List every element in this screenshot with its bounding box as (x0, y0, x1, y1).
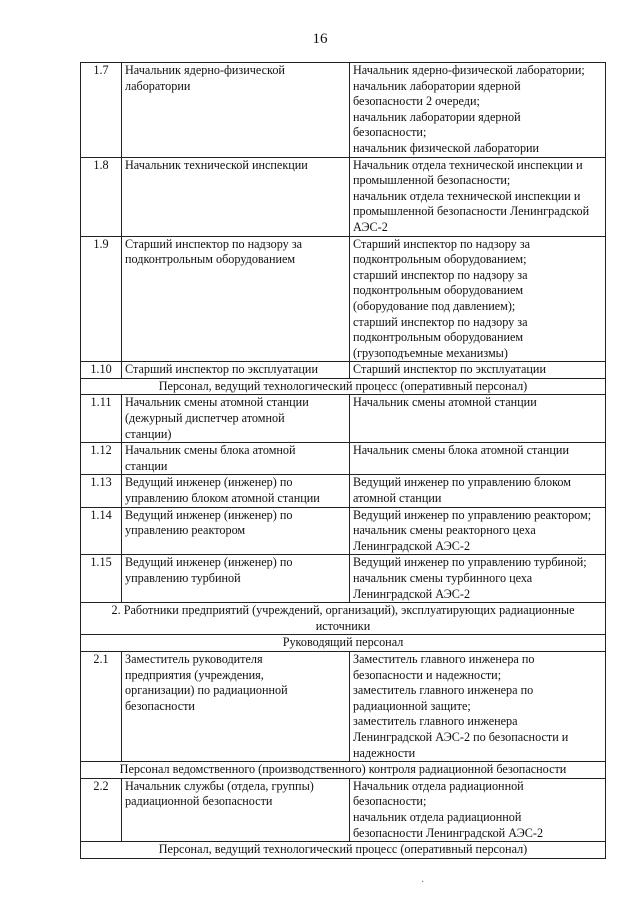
position-title (122, 236, 350, 362)
equivalent-line: безопасности и надежности; (353, 667, 502, 682)
section-title-line: Персонал ведомственного (производственного) контроля радиационной безопасности (119, 762, 567, 777)
equivalent-line: безопасности; (353, 125, 427, 140)
table-row (81, 443, 606, 475)
position-line: предприятия (учреждения, (125, 667, 264, 682)
position-title (122, 507, 350, 555)
position-line: Старший инспектор по надзору за (125, 236, 303, 251)
position-line: (дежурный диспетчер атомной (125, 411, 285, 426)
equivalent-line: старший инспектор по надзору за (353, 267, 528, 282)
position-line: Начальник технической инспекции (125, 157, 308, 172)
table-row (81, 395, 606, 443)
position-line: Старший инспектор по эксплуатации (125, 362, 318, 377)
row-number: 1.7 (81, 63, 122, 158)
equivalent-line: безопасности; (353, 794, 427, 809)
row-number: 1.12 (81, 443, 122, 475)
position-title (122, 778, 350, 841)
section-title (81, 762, 606, 779)
table-row (81, 236, 606, 362)
row-number: 1.15 (81, 555, 122, 603)
position-line: станции (125, 458, 168, 473)
position-line: организации) по радиационной (125, 683, 288, 698)
row-number: 1.9 (81, 236, 122, 362)
equivalent-line: подконтрольным оборудованием (353, 330, 524, 345)
row-number: 1.8 (81, 157, 122, 236)
page-number: 16 (312, 31, 328, 47)
section-title (81, 842, 606, 859)
section-title-line: Персонал, ведущий технологический процесс (оперативный персонал) (158, 842, 528, 857)
equivalent-line: Ведущий инженер по управлению блоком (353, 475, 571, 490)
table-row (81, 362, 606, 379)
position-line: радиационной безопасности (125, 794, 273, 809)
equivalent-line: Начальник отдела технической инспекции и (353, 157, 583, 172)
position-title (122, 555, 350, 603)
position-line: Начальник службы (отдела, группы) (125, 778, 314, 793)
equivalent-line: АЭС-2 (353, 219, 388, 234)
row-number: 1.11 (81, 395, 122, 443)
row-number: 2.2 (81, 778, 122, 841)
table-row (81, 778, 606, 841)
section-header-row (81, 603, 606, 635)
position-line: Заместитель руководителя (125, 651, 263, 666)
equivalent-line: Начальник ядерно-физической лаборатории; (353, 63, 585, 77)
equivalent-positions (350, 157, 606, 236)
equivalent-line: подконтрольным оборудованием (353, 283, 524, 298)
equivalent-line: начальник лаборатории ядерной (353, 109, 521, 124)
table-row (81, 507, 606, 555)
equivalent-line: заместитель главного инженера (353, 714, 518, 729)
equivalent-line: промышленной безопасности; (353, 173, 511, 188)
table-row (81, 555, 606, 603)
position-title (122, 651, 350, 761)
equivalent-line: надежности (353, 745, 416, 760)
equivalent-line: заместитель главного инженера по (353, 683, 534, 698)
equivalent-line: Ленинградской АЭС-2 (353, 538, 471, 553)
equivalent-line: Старший инспектор по эксплуатации (353, 362, 546, 377)
equivalent-line: Ведущий инженер по управлению турбиной; (353, 555, 587, 570)
position-line: Начальник смены блока атомной (125, 443, 296, 458)
position-title (122, 395, 350, 443)
equivalent-line: атомной станции (353, 491, 442, 506)
equivalent-line: начальник смены турбинного цеха (353, 571, 533, 585)
equivalent-positions (350, 475, 606, 507)
equivalent-line: Ленинградской АЭС-2 (353, 586, 471, 601)
row-number: 1.10 (81, 362, 122, 379)
equivalent-line: старший инспектор по надзору за (353, 314, 528, 329)
equivalent-line: начальник лаборатории ядерной (353, 78, 521, 93)
position-line: Начальник ядерно-физической (125, 63, 285, 77)
row-number: 1.14 (81, 507, 122, 555)
position-line: Начальник смены атомной станции (125, 395, 309, 410)
equivalent-line: Начальник смены блока атомной станции (353, 443, 569, 458)
equivalent-line: (оборудование под давлением); (353, 298, 516, 313)
equivalent-line: безопасности 2 очереди; (353, 94, 480, 109)
equivalent-line: начальник отдела радиационной (353, 809, 522, 824)
equivalent-positions (350, 63, 606, 158)
equivalent-line: начальник отдела технической инспекции и (353, 188, 581, 203)
equivalent-positions (350, 507, 606, 555)
equivalent-line: подконтрольным оборудованием; (353, 252, 527, 267)
equivalent-line: Ведущий инженер по управлению реактором; (353, 507, 592, 522)
scan-dot: · (421, 877, 425, 888)
table-row (81, 63, 606, 158)
section-title (81, 603, 606, 635)
equivalent-line: Начальник смены атомной станции (353, 395, 537, 410)
section-title-line: Руководящий персонал (282, 635, 404, 650)
equivalent-positions (350, 395, 606, 443)
position-title (122, 63, 350, 158)
row-number: 1.13 (81, 475, 122, 507)
position-line: безопасности (125, 698, 195, 713)
position-title (122, 443, 350, 475)
equivalent-positions (350, 651, 606, 761)
equivalent-positions (350, 443, 606, 475)
position-title (122, 475, 350, 507)
section-title-line: Персонал, ведущий технологический процесс (оперативный персонал) (158, 378, 528, 393)
position-title (122, 157, 350, 236)
position-line: подконтрольным оборудованием (125, 252, 296, 267)
row-number: 2.1 (81, 651, 122, 761)
section-header-row (81, 762, 606, 779)
position-line: лаборатории (125, 78, 191, 93)
section-header-row (81, 635, 606, 652)
positions-table (80, 62, 606, 859)
position-line: Ведущий инженер (инженер) по (125, 507, 293, 522)
equivalent-line: (грузоподъемные механизмы) (353, 345, 508, 360)
equivalent-line: начальник физической лаборатории (353, 140, 540, 155)
equivalent-positions (350, 555, 606, 603)
section-header-row (81, 378, 606, 395)
position-line: управлению турбиной (125, 571, 241, 585)
equivalent-positions (350, 236, 606, 362)
equivalent-positions (350, 778, 606, 841)
equivalent-line: начальник смены реакторного цеха (353, 523, 536, 538)
section-title-line: 2. Работники предприятий (учреждений, организаций), эксплуатирующих радиационные (111, 603, 575, 618)
position-line: управлению реактором (125, 523, 246, 538)
equivalent-positions (350, 362, 606, 379)
position-line: управлению блоком атомной станции (125, 491, 320, 506)
section-title-line: источники (315, 618, 371, 633)
section-title (81, 378, 606, 395)
equivalent-line: Ленинградской АЭС-2 по безопасности и (353, 729, 569, 744)
equivalent-line: безопасности Ленинградской АЭС-2 (353, 825, 544, 840)
equivalent-line: промышленной безопасности Ленинградской (353, 204, 590, 219)
position-line: Ведущий инженер (инженер) по (125, 555, 293, 570)
position-line: станции) (125, 426, 172, 441)
equivalent-line: радиационной защите; (353, 698, 471, 713)
table-row (81, 157, 606, 236)
table-row (81, 475, 606, 507)
equivalent-line: Старший инспектор по надзору за (353, 236, 531, 251)
position-title (122, 362, 350, 379)
table-row (81, 651, 606, 761)
section-title (81, 635, 606, 652)
equivalent-line: Заместитель главного инженера по (353, 651, 535, 666)
position-line: Ведущий инженер (инженер) по (125, 475, 293, 490)
equivalent-line: Начальник отдела радиационной (353, 778, 524, 793)
section-header-row (81, 842, 606, 859)
